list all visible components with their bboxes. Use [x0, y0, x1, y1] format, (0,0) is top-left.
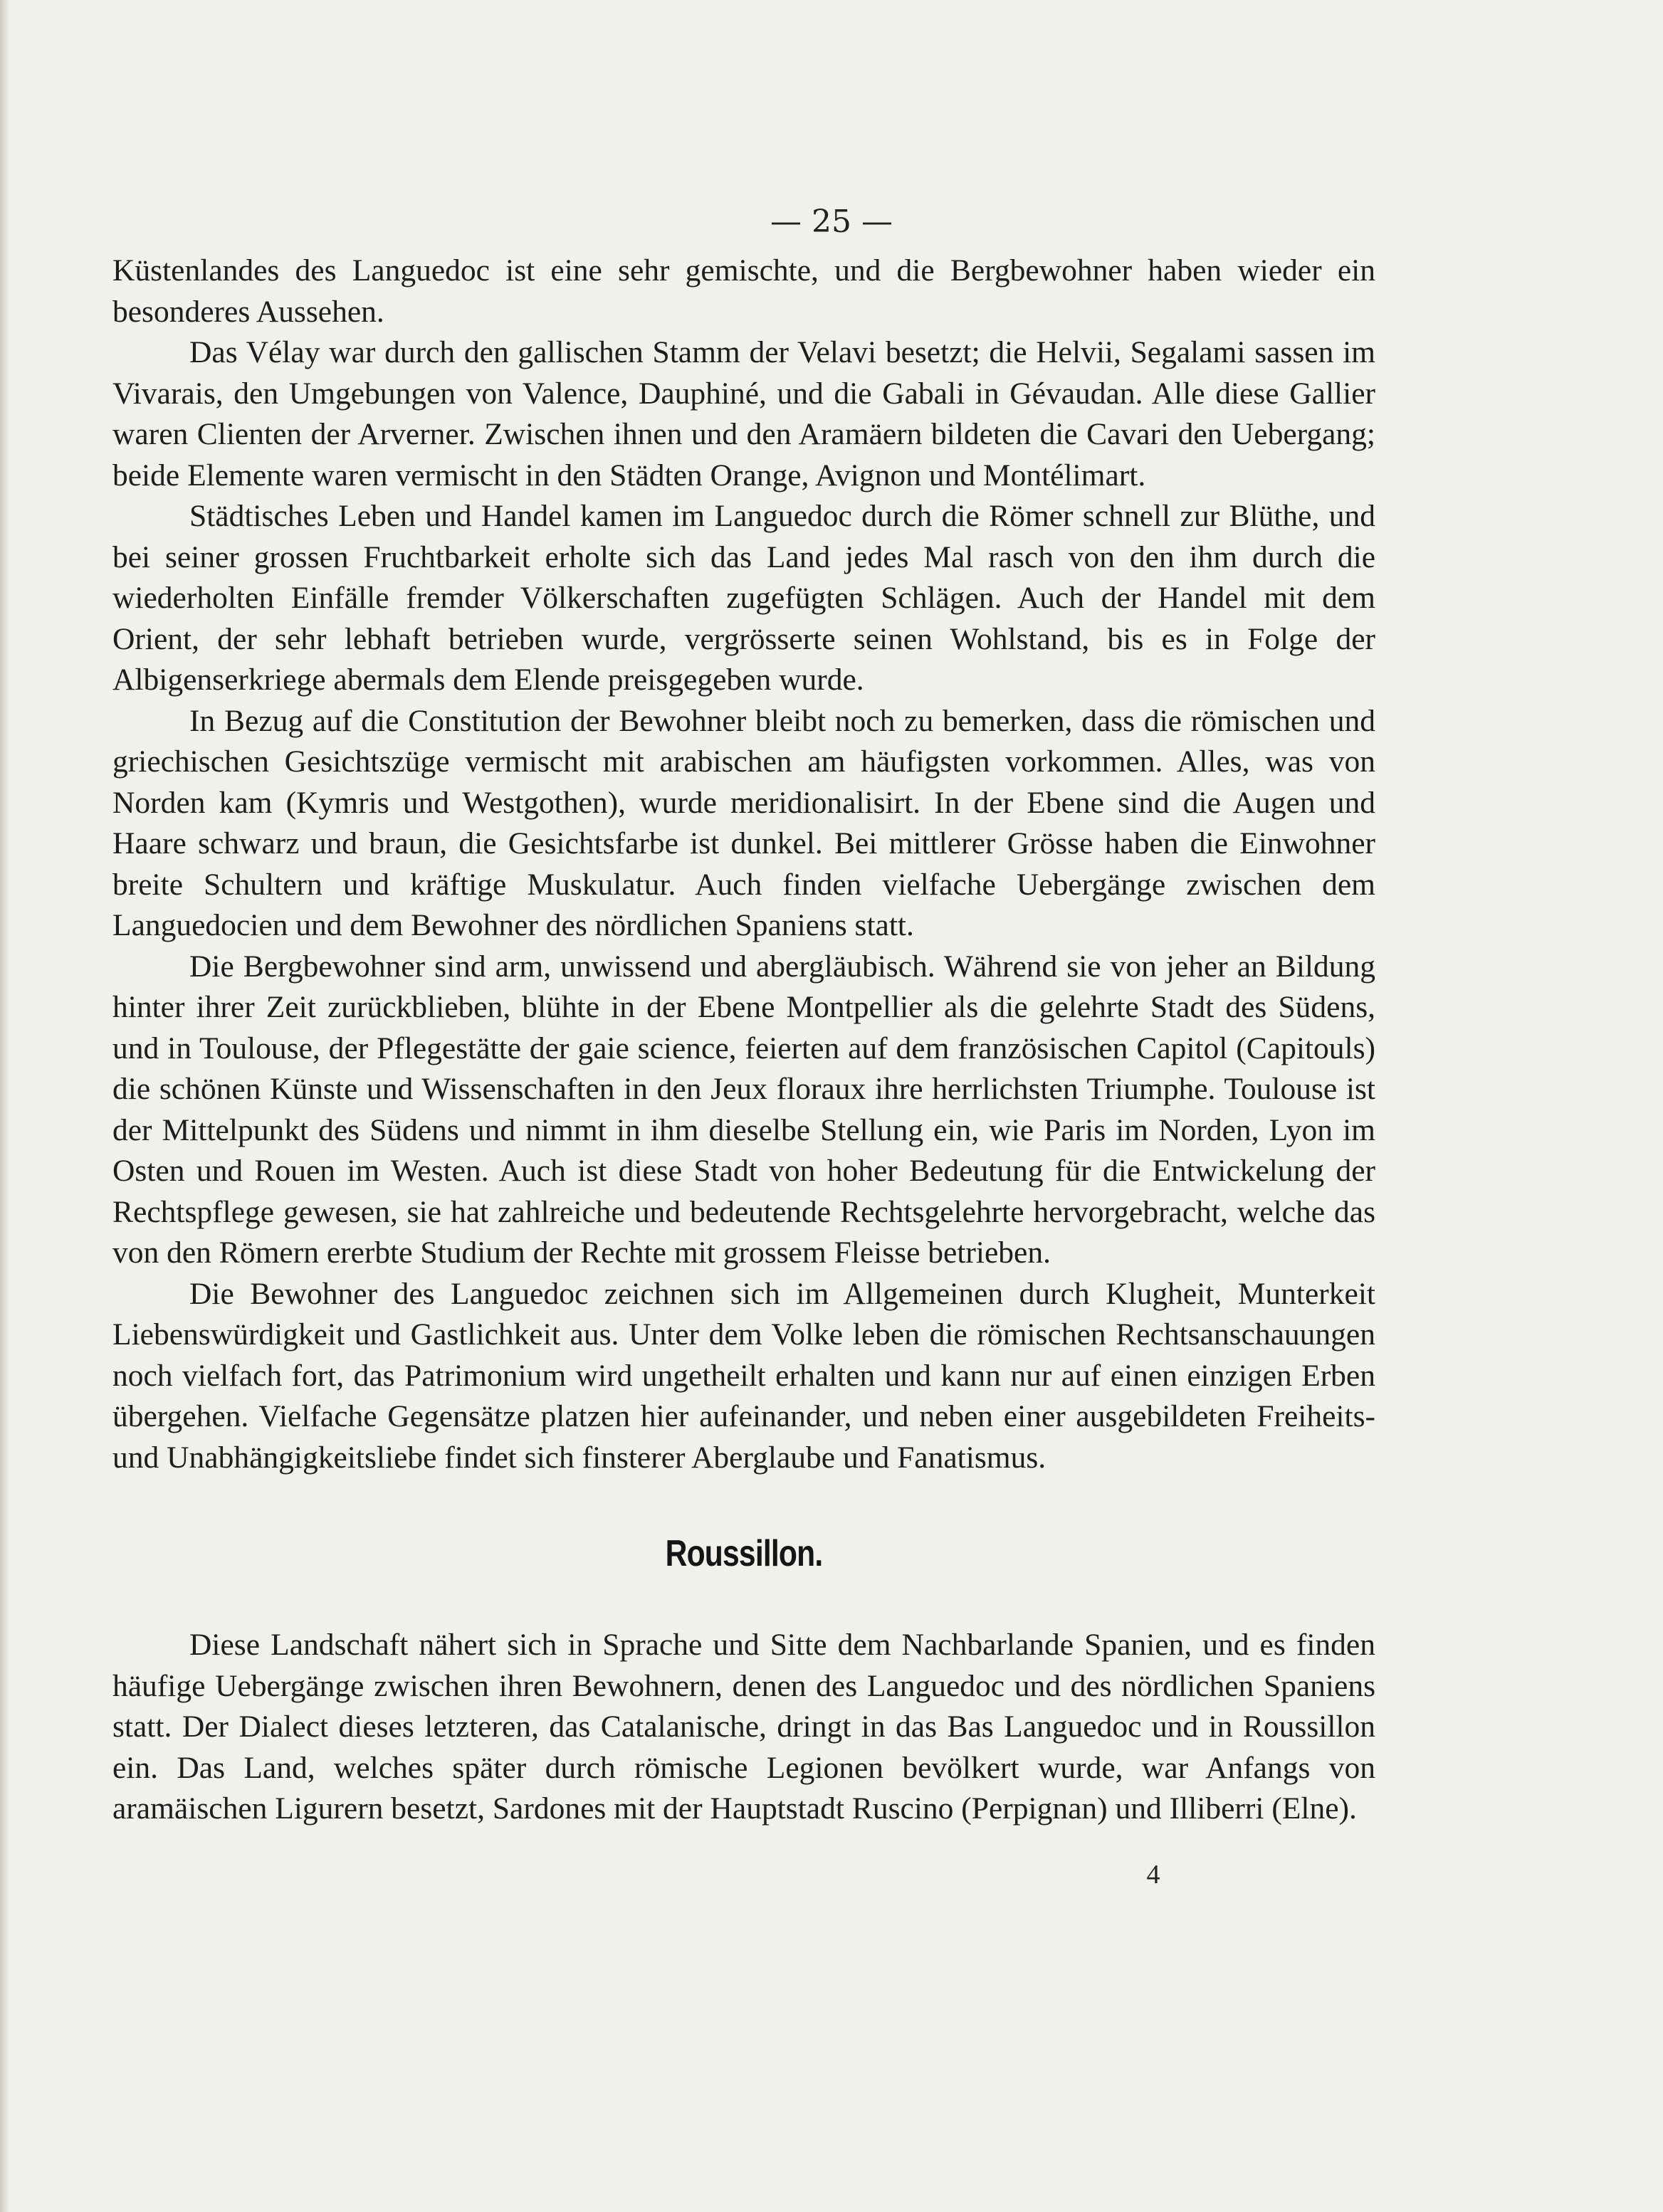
paragraph: Das Vélay war durch den gallischen Stamm der Velavi besetzt; die Helvii, Segalami sassen im Vivarais, den Umgebungen von Valence, Dauphiné, und die Gabali in Gévaudan. Alle diese Gallier waren Clienten der Arverner. Zwischen ihnen und den Aramäern bildeten die Cavari den Uebergang; beide Elemente waren vermischt in den Städten Orange, Avignon und Montélimart. — [112, 335, 1375, 493]
signature-mark: 4 — [1146, 1860, 1160, 1890]
paragraph: Diese Landschaft nähert sich in Sprache und Sitte dem Nachbarlande Spanien, und es finden häufige Uebergänge zwischen ihren Bewohnern, denen des Languedoc und des nördlichen Spaniens statt. Der Dialect dieses letzteren, das Catalanische, dringt in das Bas Languedoc und in Roussillon ein. Das Land, welches später durch römische Legionen bevölkert wurde, war Anfangs von aramäischen Ligurern besetzt, Sardones mit der Hauptstadt Ruscino (Perpignan) und Illiberri (Elne). — [112, 1628, 1375, 1826]
paragraph: Küstenlandes des Languedoc ist eine sehr gemischte, und die Bergbewohner haben wieder ein besonderes Aussehen. — [112, 253, 1375, 329]
paragraph: Städtisches Leben und Handel kamen im Languedoc durch die Römer schnell zur Blüthe, und bei seiner grossen Fruchtbarkeit erholte sich das Land jedes Mal rasch von den ihm durch die wiederholten Einfälle fremder Völkerschaften zugefügten Schlägen. Auch der Handel mit dem Orient, der sehr lebhaft betrieben wurde, vergrösserte seinen Wohlstand, bis es in Folge der Albigenserkriege abermals dem Elende preisgegeben wurde. — [112, 499, 1375, 697]
page-edge — [0, 0, 10, 2212]
paragraph: Die Bewohner des Languedoc zeichnen sich im Allgemeinen durch Klugheit, Munterkeit Liebenswürdigkeit und Gastlichkeit aus. Unter dem Volke leben die römischen Rechtsanschauungen noch vielfach fort, das Patrimonium wird ungetheilt erhalten und kann nur auf einen einzigen Erben übergehen. Vielfache Gegensätze platzen hier aufeinander, und neben einer ausgebildeten Freiheits- und Unabhängigkeitsliebe findet sich finsterer Aberglaube und Fanatismus. — [112, 1276, 1375, 1475]
section-heading: Roussillon. — [665, 1533, 823, 1574]
page-number: — 25 — — [770, 204, 893, 240]
paragraph: Die Bergbewohner sind arm, unwissend und abergläubisch. Während sie von jeher an Bildung hinter ihrer Zeit zurückblieben, blühte in der Ebene Montpellier als die gelehrte Stadt des Südens, und in Toulouse, der Pflegestätte der gaie science, feierten auf dem französischen Capitol (Capitouls) die schönen Künste und Wissenschaften in den Jeux floraux ihre herrlichsten Triumphe. Toulouse ist der Mittelpunkt des Südens und nimmt in ihm dieselbe Stellung ein, wie Paris im Norden, Lyon im Osten und Rouen im Westen. Auch ist diese Stadt von hoher Bedeutung für die Entwickelung der Rechtspflege gewesen, sie hat zahlreiche und bedeutende Rechtsgelehrte hervorgebracht, welche das von den Römern ererbte Studium der Rechte mit grossem Fleisse betrieben. — [112, 949, 1375, 1270]
paragraph: In Bezug auf die Constitution der Bewohner bleibt noch zu bemerken, dass die römischen und griechischen Gesichtszüge vermischt mit arabischen am häufigsten vorkommen. Alles, was von Norden kam (Kymris und Westgothen), wurde meridionalisirt. In der Ebene sind die Augen und Haare schwarz und braun, die Gesichtsfarbe ist dunkel. Bei mittlerer Grösse haben die Einwohner breite Schultern und kräftige Muskulatur. Auch finden vielfache Uebergänge zwischen dem Languedocien und dem Bewohner des nördlichen Spaniens statt. — [112, 703, 1375, 942]
text-body — [112, 251, 1375, 1830]
